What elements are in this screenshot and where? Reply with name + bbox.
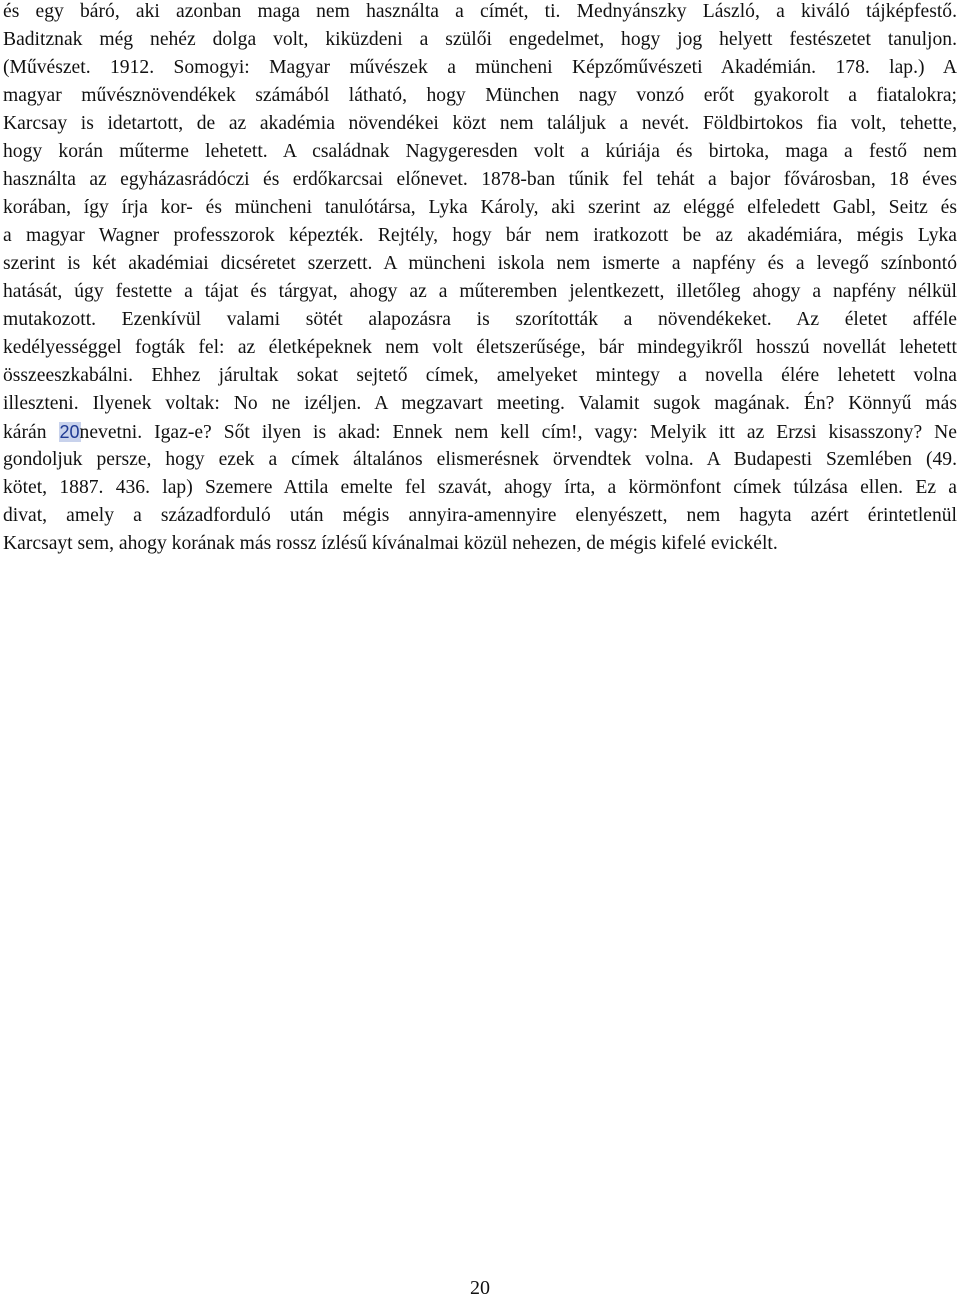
- body-paragraph: [3, 0, 957, 558]
- text-line-with-link: [3, 418, 957, 446]
- page-link[interactable]: 20: [59, 422, 80, 442]
- text-line: használta az egyházasrádóczi és erdőkarcsai előnevet. 1878-ban tűnik fel tehát a bajor fővárosban, 18 éves: [3, 169, 957, 190]
- text-line: kedélyességgel fogták fel: az életképeknek nem volt életszerűsége, bár mindegyikről hosszú novellát lehetett: [3, 337, 957, 358]
- text-line: hogy korán műterme lehetett. A családnak Nagygeresden volt a kúriája és birtoka, maga a festő nem: [3, 141, 957, 162]
- text-line: hatását, úgy festette a tájat és tárgyat, ahogy az a műteremben jelentkezett, illetőleg ahogy a napfény nélkül: [3, 281, 957, 302]
- text-line: összeeszkabálni. Ehhez járultak sokat sejtető címek, amelyeket mintegy a novella élére lehetett volna: [3, 365, 957, 386]
- text-line: illeszteni. Ilyenek voltak: No ne izéljen. A megzavart meeting. Valamit sugok magának. Én? Könnyű más: [3, 393, 957, 414]
- text-line: (Művészet. 1912. Somogyi: Magyar művészek a müncheni Képzőművészeti Akadémián. 178. lap.) A: [3, 57, 957, 78]
- page-number: 20: [470, 1277, 490, 1299]
- text-line: kötet, 1887. 436. lap) Szemere Attila emelte fel szavát, ahogy írta, a körmönfont címek túlzása ellen. Ez a: [3, 477, 957, 498]
- text-line: a magyar Wagner professzorok képezték. Rejtély, hogy bár nem iratkozott be az akadémiára, mégis Lyka: [3, 225, 957, 246]
- text-line: magyar művésznövendékek számából látható, hogy München nagy vonzó erőt gyakorolt a fiatalokra;: [3, 85, 957, 106]
- text-fragment: kárán: [3, 422, 59, 443]
- text-line: mutakozott. Ezenkívül valami sötét alapozásra is szorították a növendékeket. Az életet afféle: [3, 309, 957, 330]
- text-line: és egy báró, aki azonban maga nem használta a címét, ti. Mednyánszky László, a kiváló tájképfestő.: [3, 1, 957, 22]
- text-line: Baditznak még nehéz dolga volt, kiküzdeni a szülői engedelmet, hogy jog helyett festészetet tanuljon.: [3, 29, 957, 50]
- text-line: Karcsayt sem, ahogy korának más rossz ízlésű kívánalmai közül nehezen, de mégis kifelé evickélt.: [3, 533, 778, 554]
- text-line: Karcsay is idetartott, de az akadémia növendékei közt nem találjuk a nevét. Földbirtokos fia volt, tehette,: [3, 113, 957, 134]
- text-line: szerint is két akadémiai dicséretet szerzett. A müncheni iskola nem ismerte a napfény és a levegő színbontó: [3, 253, 957, 274]
- text-line: korában, így írja kor- és müncheni tanulótársa, Lyka Károly, aki szerint az eléggé elfeledett Gabl, Seitz és: [3, 197, 957, 218]
- text-fragment: nevetni. Igaz-e? Sőt ilyen is akad: Ennek nem kell cím!, vagy: Melyik itt az Erzsi kisasszony? Ne: [79, 422, 957, 443]
- text-line: divat, amely a századforduló után mégis annyira-amennyire elenyészett, nem hagyta azért érintetlenül: [3, 505, 957, 526]
- text-line: gondoljuk persze, hogy ezek a címek általános elismerésnek örvendtek volna. A Budapesti Szemlében (49.: [3, 449, 957, 470]
